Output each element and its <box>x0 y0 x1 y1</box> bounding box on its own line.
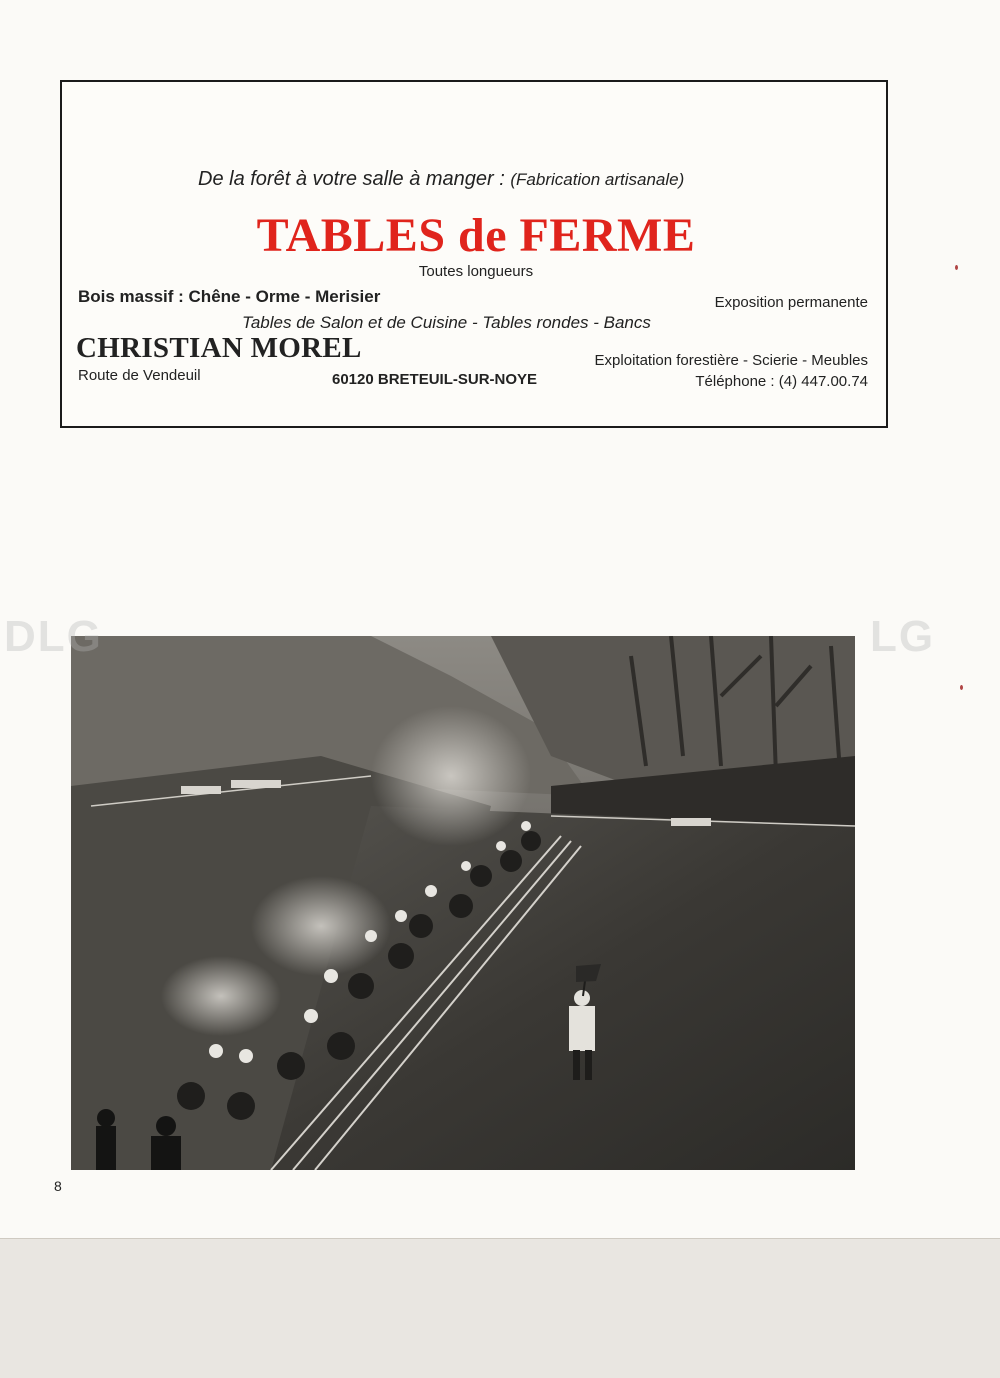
motocross-photo <box>71 636 855 1170</box>
ad-tagline <box>198 168 684 191</box>
advertisement <box>60 80 888 428</box>
ad-tagline-main: De la forêt à votre salle à manger : <box>198 168 505 190</box>
ad-activity: Exploitation forestière - Scierie - Meubles <box>594 352 868 369</box>
ad-woods: Bois massif : Chêne - Orme - Merisier <box>78 287 381 306</box>
scan-speck <box>960 685 963 690</box>
ad-company-name: CHRISTIAN MOREL <box>76 332 362 364</box>
ad-headline: TABLES de FERME <box>256 209 696 262</box>
ad-exposition: Exposition permanente <box>714 294 868 311</box>
page-number: 8 <box>54 1178 62 1194</box>
ad-city: 60120 BRETEUIL-SUR-NOYE <box>332 371 538 388</box>
watermark-logo-right: LG <box>870 612 936 661</box>
scan-speck <box>955 265 958 270</box>
ad-lengths: Toutes longueurs <box>418 263 534 280</box>
scan-background <box>0 1238 1000 1378</box>
motocross-photo-illustration <box>71 636 855 1170</box>
ad-products: Tables de Salon et de Cuisine - Tables rondes - Bancs <box>242 313 651 332</box>
ad-phone: Téléphone : (4) 447.00.74 <box>695 373 868 390</box>
ad-street: Route de Vendeuil <box>78 367 201 384</box>
ad-tagline-note: (Fabrication artisanale) <box>510 170 685 189</box>
watermark-logo: DLG <box>4 612 103 661</box>
